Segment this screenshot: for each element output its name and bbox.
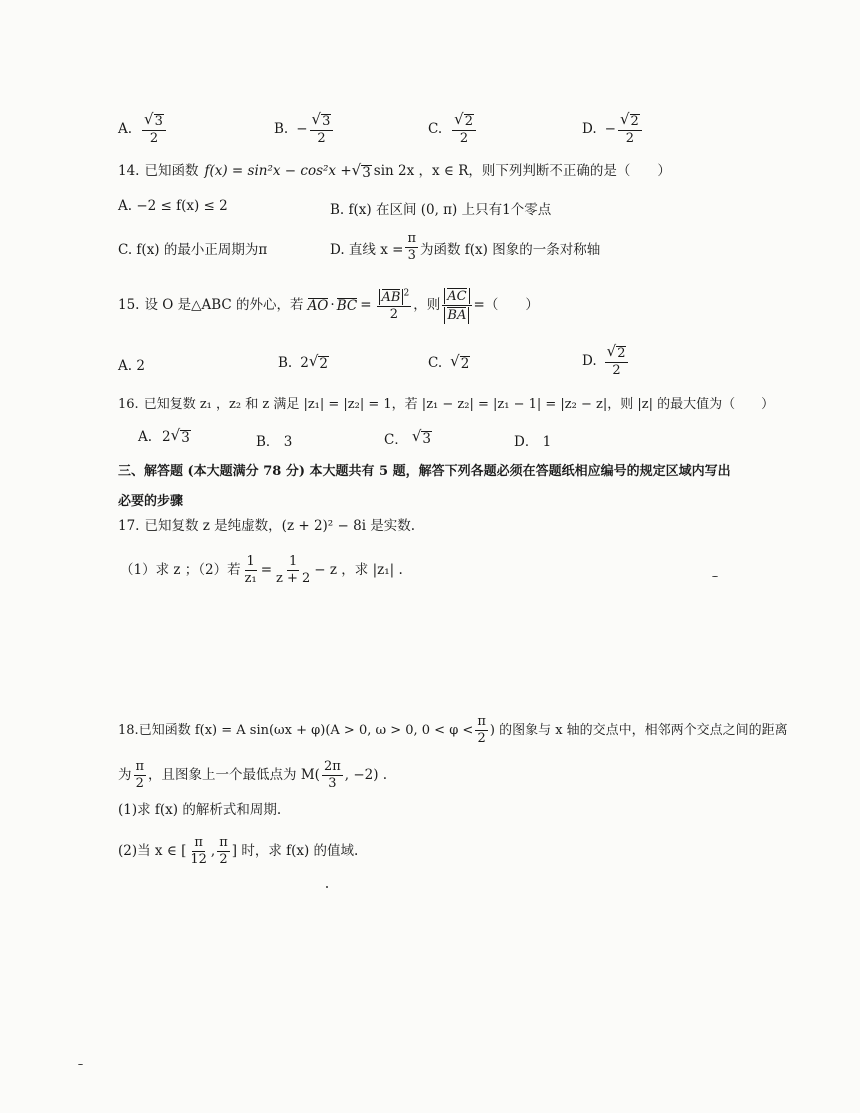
vector-bc: BC — [336, 298, 358, 315]
q15-option-b: B. 2 √ 2 — [278, 352, 328, 372]
denominator: 2 — [135, 776, 144, 792]
denominator: 3 — [407, 248, 416, 264]
question-number: 15. — [118, 297, 140, 314]
q16-option-b: B． 3 — [256, 434, 293, 450]
q17-stem — [118, 520, 415, 534]
option-label: A. — [138, 428, 153, 445]
q14-option-d — [330, 232, 600, 264]
section-heading: 三、解答题 (本大题满分 78 分) 本大题共有 5 题，解答下列各题必须在答题纸相应编号的规定区域内写出 — [118, 464, 731, 479]
section-heading-continued: 必要的步骤 — [118, 494, 184, 509]
denominator: 2 — [317, 130, 326, 146]
subquestion-text: − z ，求 |z₁| . — [314, 562, 403, 579]
q13-option-a — [118, 112, 168, 146]
fraction: √ 2 2 — [605, 344, 629, 378]
question-text: 已知复数 z₁ ，z₂ 和 z 满足 |z₁| = |z₂| = 1，若 |z₁ − z₂| = |z₁ − 1| = |z₂ − z|，则 |z| 的最大值为（ ） — [143, 397, 775, 412]
radicand: 2 — [617, 346, 626, 361]
fraction — [188, 836, 209, 868]
radicand: 3 — [154, 114, 163, 129]
scan-speck — [78, 1064, 83, 1065]
subquestion-text: ] 时，求 f(x) 的值域. — [231, 843, 359, 860]
q13-option-c — [428, 112, 478, 146]
q18-line2 — [118, 760, 387, 792]
vector-ab: AB — [381, 290, 401, 305]
q14-option-c: C. f(x) 的最小正周期为π — [118, 242, 268, 258]
scan-speck — [326, 886, 328, 888]
numerator: 1 — [287, 555, 299, 571]
vector-ao: AO — [307, 298, 329, 315]
denominator: 2 — [477, 731, 486, 747]
fraction: √ 3 2 — [142, 112, 166, 146]
fraction: √ 3 2 — [310, 112, 334, 146]
fraction — [134, 760, 147, 792]
fraction: AB $^2$ 2 — [377, 289, 412, 323]
vector-ba: BA — [447, 308, 467, 324]
q18-subquestion-1: (1)求 f(x) 的解析式和周期. — [118, 802, 282, 818]
denominator: z + 2 — [276, 571, 311, 587]
fraction — [217, 836, 230, 868]
option-text: 为函数 f(x) 图象的一条对称轴 — [419, 241, 601, 258]
question-number: 16. — [118, 397, 139, 412]
radicand: 3 — [322, 114, 331, 129]
comma: , — [210, 843, 216, 860]
question-text: ) 的图象与 x 轴的交点中，相邻两个交点之间的距离 — [489, 723, 788, 739]
question-text: ，则 — [413, 297, 441, 314]
fraction: √ 2 2 — [618, 112, 642, 146]
denominator: 3 — [328, 776, 337, 792]
coefficient: 2 — [300, 354, 309, 371]
question-number: 14. — [118, 162, 140, 179]
denominator: 2 — [149, 130, 159, 146]
equals-sign: = — [260, 562, 272, 579]
denominator: 2 — [459, 130, 469, 146]
option-label: D. — [582, 352, 597, 369]
radicand: 2 — [630, 114, 639, 129]
question-text: 设 O 是△ABC 的外心，若 — [144, 297, 304, 314]
question-text-tail: =（ ） — [473, 297, 539, 314]
q15-option-d — [582, 344, 630, 378]
q16-option-a: A. 2 √ 3 — [138, 426, 190, 446]
question-text: 为 — [118, 767, 132, 784]
q16-stem — [118, 398, 774, 411]
option-label: B. — [274, 120, 289, 137]
question-text: ，且图象上一个最低点为 M( — [148, 767, 320, 784]
numerator: π — [134, 760, 147, 776]
coefficient: 2 — [162, 428, 171, 445]
fraction-1 — [243, 555, 259, 587]
ratio-fraction — [442, 288, 471, 324]
q18-stem — [118, 715, 788, 747]
numerator: π — [405, 232, 418, 248]
fraction — [405, 232, 418, 264]
q13-option-d — [582, 112, 644, 146]
q14-option-a: A. −2 ≤ f(x) ≤ 2 — [118, 198, 228, 214]
option-label: C. — [428, 120, 443, 137]
q14-option-b: B. f(x) 在区间 (0, π) 上只有1个零点 — [330, 202, 552, 218]
denominator: 2 — [612, 362, 621, 378]
radicand: 3 — [422, 431, 431, 448]
vector-ac: AC — [447, 289, 467, 304]
question-number: 18. — [118, 723, 139, 739]
option-sign: − — [604, 120, 616, 137]
radicand: 2 — [464, 114, 473, 129]
q16-option-c: C． √ 3 — [384, 427, 431, 448]
fraction — [475, 715, 488, 747]
numerator: 1 — [245, 555, 257, 571]
option-label: B. — [278, 354, 293, 371]
denominator: 2 — [389, 307, 398, 323]
q13-option-b — [274, 112, 335, 146]
option-label: A. — [118, 120, 133, 137]
denominator: 2 — [219, 852, 228, 868]
numerator: π — [192, 836, 205, 852]
option-sign: − — [296, 120, 308, 137]
numerator: 2π — [322, 760, 343, 776]
fraction: √ 2 2 — [452, 112, 476, 146]
subquestion-text: （1）求 z ；（2）若 — [120, 562, 241, 579]
q17-subquestions — [120, 555, 403, 587]
question-text: , −2) . — [344, 767, 388, 784]
q15-option-c: C. √ 2 — [428, 352, 470, 372]
option-text: D. 直线 x = — [330, 241, 404, 258]
q18-subquestion-2 — [118, 836, 358, 868]
numerator: π — [475, 715, 488, 731]
radicand: 2 — [460, 356, 470, 372]
option-label: C． — [384, 432, 408, 448]
q15-stem: 15. 设 O 是△ABC 的外心，若 AO · BC = AB $^2$ 2 ，则 $\frac{AC}{BA}$ =（ ） — [118, 288, 539, 324]
fraction-2 — [274, 555, 312, 587]
question-text: 已知函数 — [144, 162, 199, 179]
denominator: 2 — [625, 130, 635, 146]
radicand: 3 — [181, 430, 190, 446]
question-text: 已知函数 f(x) = A sin(ωx + φ)(A > 0, ω > 0, 0 < φ < — [138, 723, 474, 739]
scan-speck — [712, 576, 718, 577]
option-label: D. — [582, 120, 597, 137]
question-number: 17. — [118, 518, 140, 534]
function-expression: f(x) = sin²x − cos²x + — [204, 162, 352, 179]
question-text: 已知复数 z 是纯虚数，(z + 2)² − 8i 是实数. — [144, 518, 416, 534]
fraction — [322, 760, 343, 792]
q16-option-d: D． 1 — [514, 434, 552, 450]
question-text-tail: sin 2x ，x ∈ R，则下列判断不正确的是（ ） — [373, 162, 671, 179]
denominator: 12 — [190, 852, 207, 868]
radicand: 2 — [319, 356, 328, 372]
denominator: z₁ — [244, 571, 257, 587]
option-label: C. — [428, 354, 443, 371]
numerator: π — [217, 836, 230, 852]
subquestion-text: (2)当 x ∈ [ — [118, 843, 187, 860]
radicand: 3 — [362, 165, 371, 181]
q14-stem: 14. 已知函数 f(x) = sin²x − cos²x + √ 3 sin 2x ，x ∈ R，则下列判断不正确的是（ ） — [118, 161, 671, 181]
q15-option-a: A. 2 — [118, 358, 145, 374]
